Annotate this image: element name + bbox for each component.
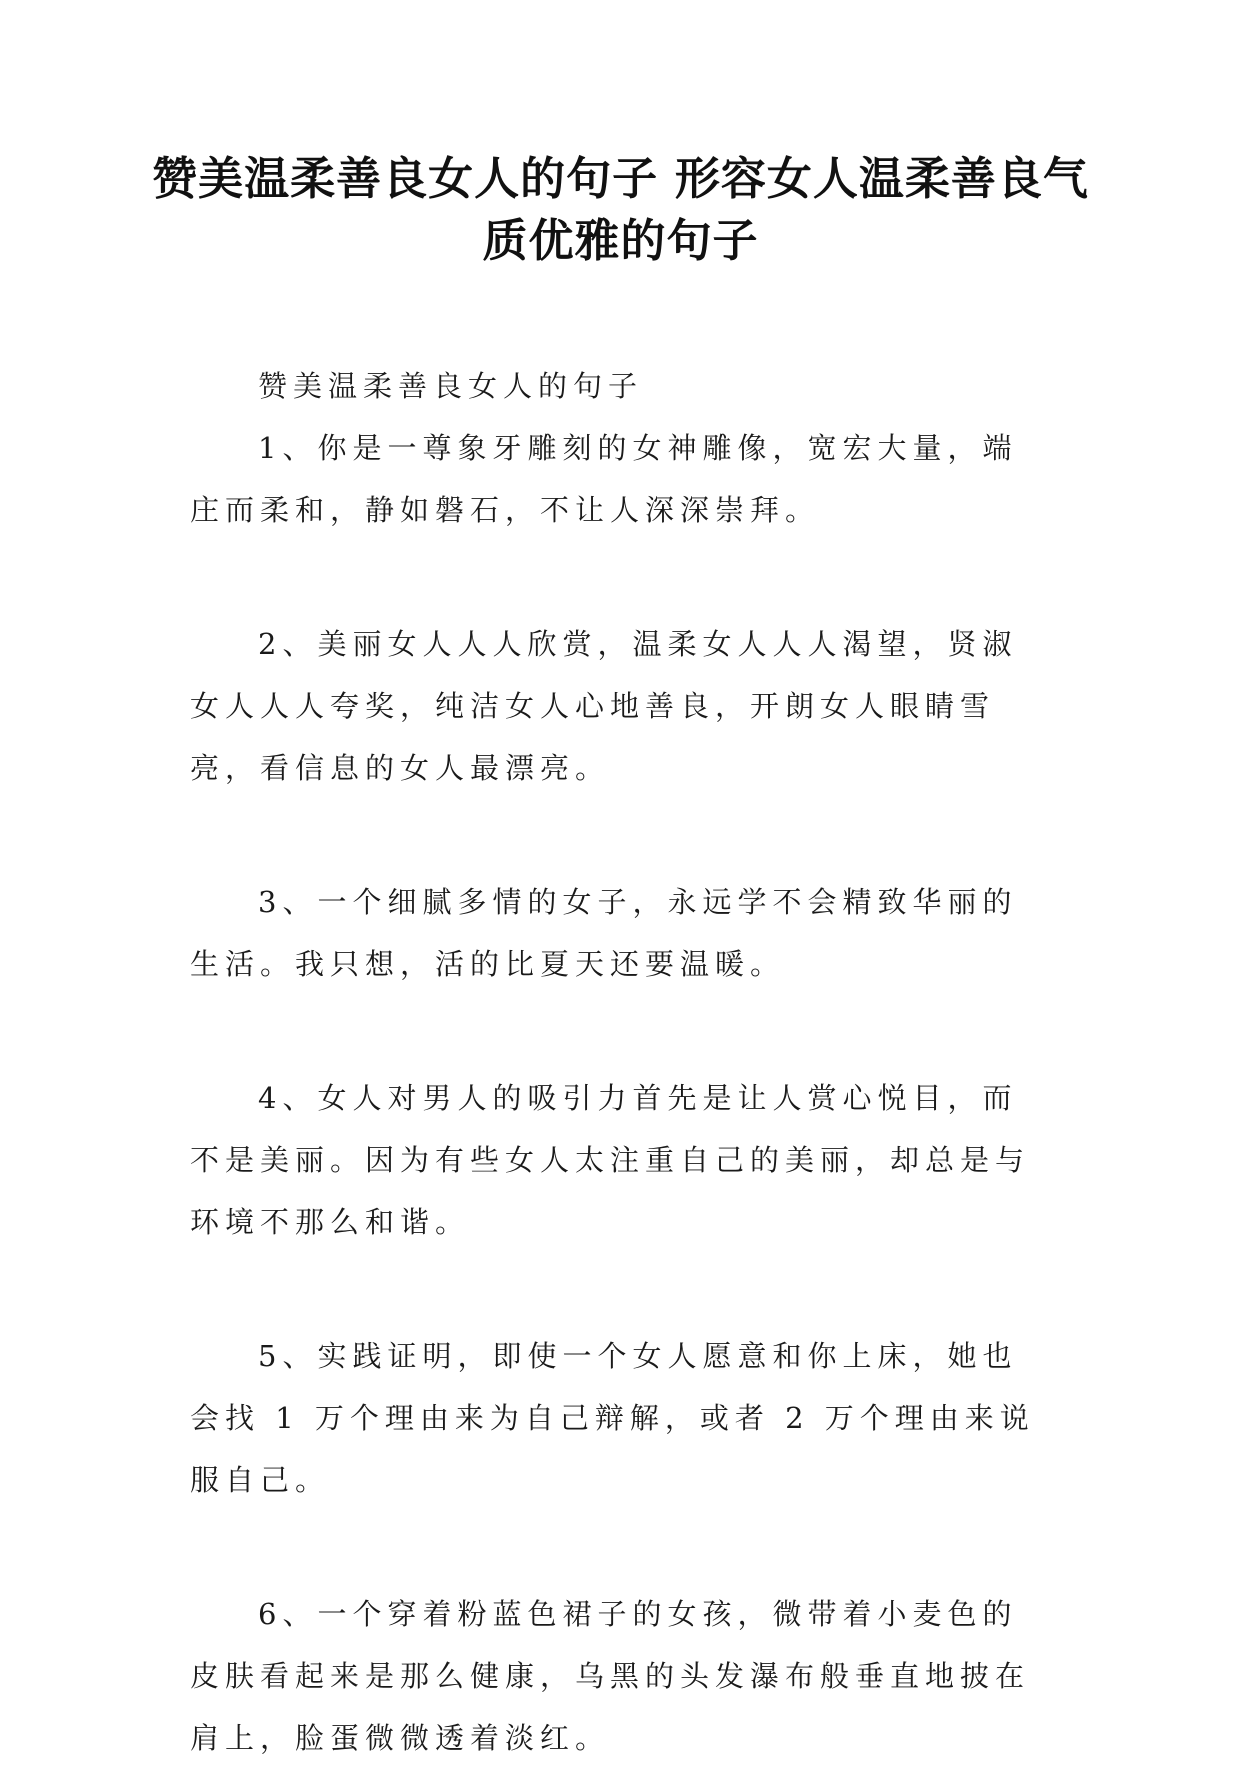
document-title: 赞美温柔善良女人的句子 形容女人温柔善良气质优雅的句子	[152, 152, 1089, 267]
paragraph-6: 6、一个穿着粉蓝色裙子的女孩，微带着小麦色的皮肤看起来是那么健康，乌黑的头发瀑布般垂直地披在肩上，脸蛋微微透着淡红。	[190, 1597, 1031, 1755]
paragraph-2: 2、美丽女人人人欣赏，温柔女人人人渴望，贤淑女人人人夸奖，纯洁女人心地善良，开朗女人眼睛雪亮，看信息的女人最漂亮。	[190, 627, 1018, 785]
paragraph-4: 4、女人对男人的吸引力首先是让人赏心悦目，而不是美丽。因为有些女人太注重自己的美丽，却总是与环境不那么和谐。	[190, 1081, 1031, 1239]
document-body	[190, 355, 1050, 1769]
paragraph-5: 5、实践证明，即使一个女人愿意和你上床，她也会找 1 万个理由来为自己辩解，或者 2 万个理由来说服自己。	[190, 1339, 1035, 1497]
section-heading: 赞美温柔善良女人的句子	[258, 369, 644, 403]
paragraph-1: 1、你是一尊象牙雕刻的女神雕像，宽宏大量，端庄而柔和，静如磐石，不让人深深崇拜。	[190, 431, 1018, 527]
paragraph-3: 3、一个细腻多情的女子，永远学不会精致华丽的生活。我只想，活的比夏天还要温暖。	[190, 885, 1018, 981]
